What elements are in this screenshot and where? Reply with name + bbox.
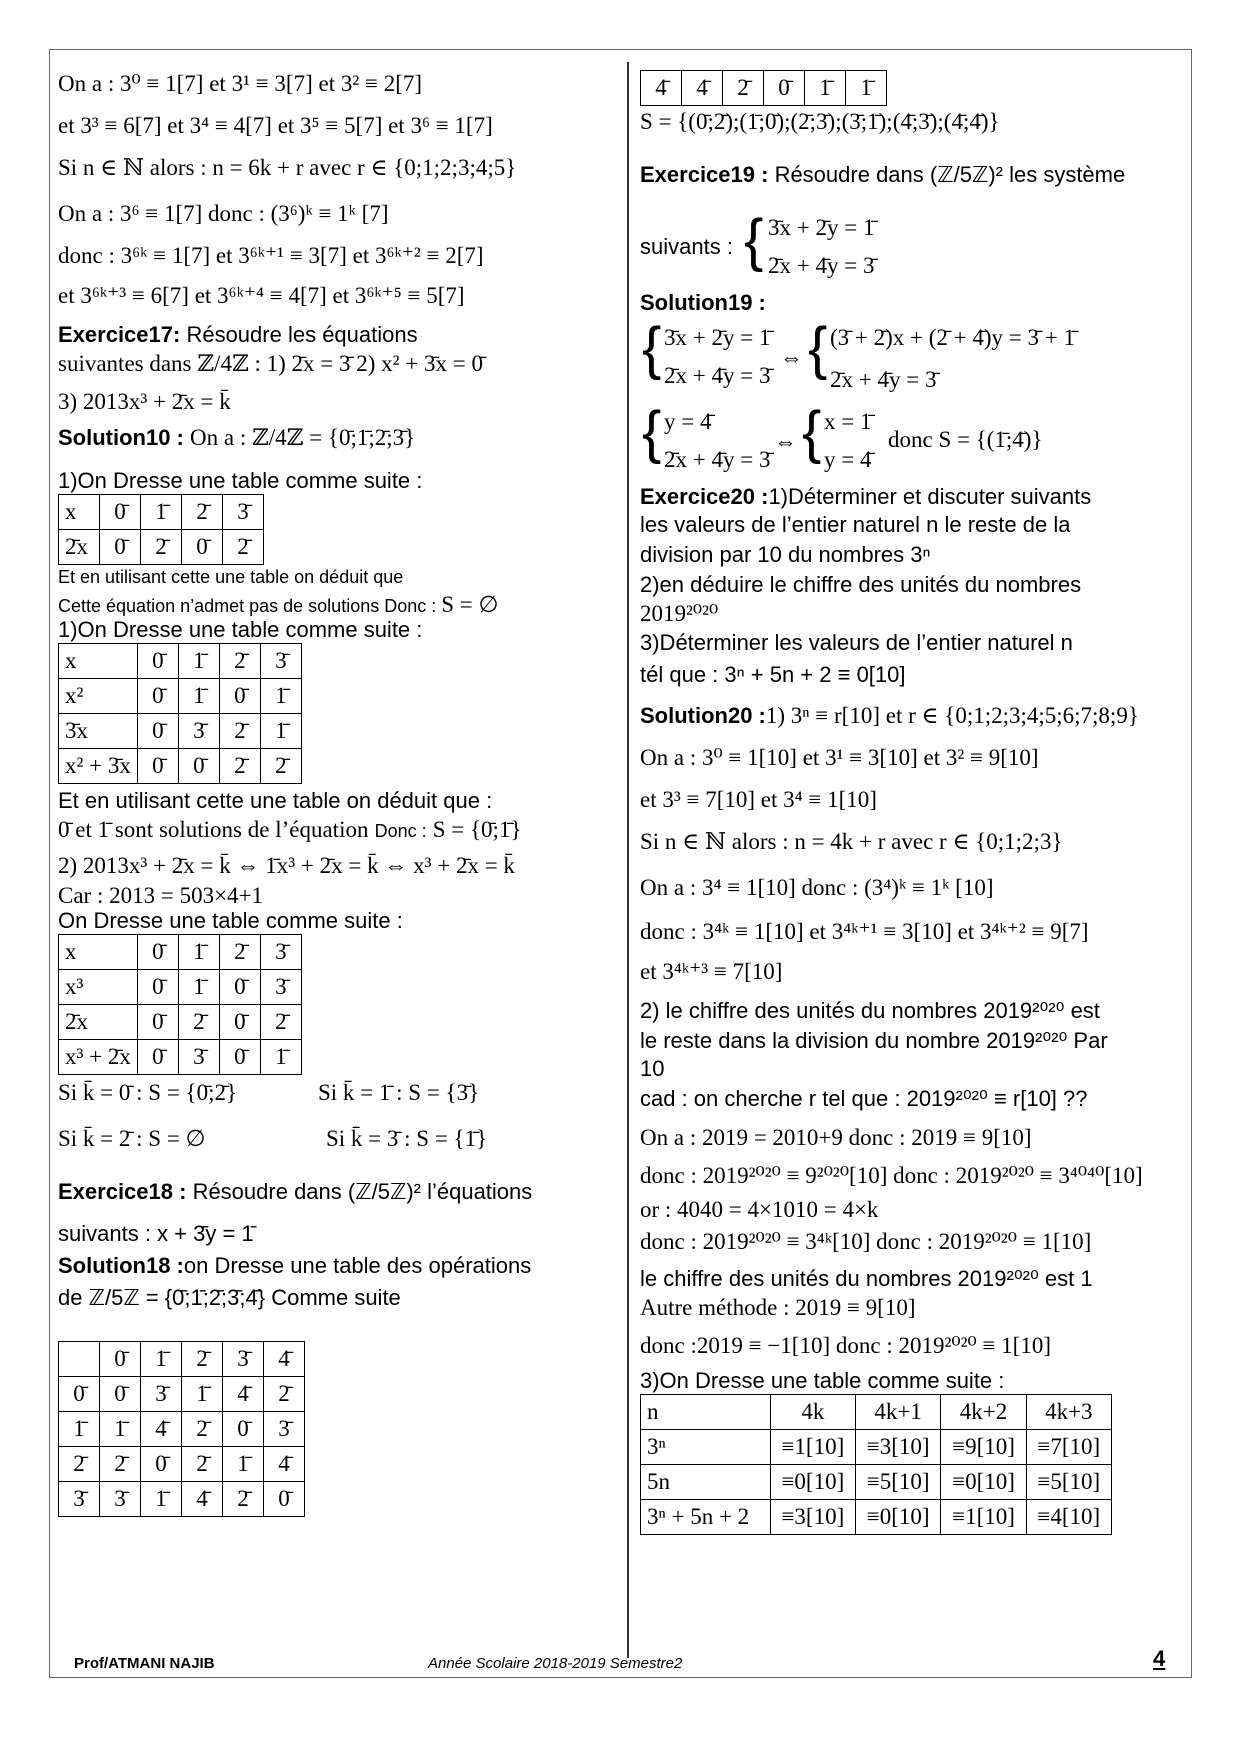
table-cell: 4k+3 <box>1026 1395 1111 1430</box>
table-cell: 5n <box>641 1465 771 1500</box>
solution19-title: Solution19 : <box>640 290 766 315</box>
table-cell: 4̄ <box>182 1482 223 1517</box>
table-cell: 0̄ <box>219 679 260 714</box>
table-cell: 1̄ <box>141 1482 182 1517</box>
table-cell: 1̄ <box>846 71 887 106</box>
line-power6k-1: donc : 3⁶ᵏ ≡ 1[7] et 3⁶ᵏ⁺¹ ≡ 3[7] et 3⁶ᵏ⁺² ≡ 2[7] <box>58 243 484 268</box>
s20-line-16: Autre méthode : 2019 ≡ 9[10] <box>640 1295 916 1320</box>
table-cell: 3̄ <box>178 714 219 749</box>
table-row <box>59 749 302 784</box>
table-cell: 1̄ <box>141 495 182 530</box>
case-k2: Si k̄ = 2̄ : S = ∅ <box>58 1126 206 1151</box>
table-cell: 3̄ <box>223 495 264 530</box>
table-row <box>59 1377 305 1412</box>
exercise20-text-d: 2)en déduire le chiffre des unités du nombres <box>640 572 1082 597</box>
table-cell: 2̄ <box>223 1482 264 1517</box>
s20-line-11: On a : 2019 = 2010+9 donc : 2019 ≡ 9[10] <box>640 1125 1032 1150</box>
table-row <box>59 1005 302 1040</box>
solution19-line1b: (3̄ + 2̄)x + (2̄ + 4̄)y = 3̄ + 1̄ <box>830 325 1075 350</box>
s20-line-6: et 3⁴ᵏ⁺³ ≡ 7[10] <box>640 959 783 984</box>
table-cell: ≡7[10] <box>1026 1430 1111 1465</box>
table1-note-a: Et en utilisant cette une table on déduit que <box>58 567 404 587</box>
exercise19-eq1: 3̄x + 2̄y = 1̄ <box>768 215 875 240</box>
table-cell: 3ⁿ + 5n + 2 <box>641 1500 771 1535</box>
table-row <box>59 970 302 1005</box>
table-cell: 0̄ <box>100 495 141 530</box>
table2-note-b: 0̄ et 1̄ sont solutions de l’équation <box>58 817 369 842</box>
table-x2-3x <box>58 643 302 784</box>
table-row <box>641 1395 1112 1430</box>
solution19-line1: 3̄x + 2̄y = 1̄ <box>664 325 771 350</box>
solution19-line2b: 2̄x + 4̄y = 3̄ <box>830 367 937 392</box>
table2-donc: Donc : <box>374 821 427 841</box>
solution18-set: S = {(0̄;2̄);(1̄;0̄);(2̄;3̄);(3̄;1̄);(4̄;3̄);(4̄;4̄)} <box>640 109 1000 134</box>
table-cell: 0̄ <box>141 1447 182 1482</box>
s20-line-13: or : 4040 = 4×1010 = 4×k <box>640 1197 879 1222</box>
exercise17-text-a: Résoudre les équations <box>186 322 418 347</box>
table-cell: 2̄ <box>260 749 301 784</box>
solution10-text: On a : ℤ/4ℤ = {0̄;1̄;2̄;3̄} <box>190 425 416 450</box>
table-cell: ≡0[10] <box>770 1465 855 1500</box>
solution19-line3b: x = 1̄ <box>824 409 872 434</box>
table-cell: x <box>59 644 138 679</box>
table-cell: n <box>641 1395 771 1430</box>
exercise17-title: Exercice17: <box>58 322 181 347</box>
table-cell: 2̄ <box>182 495 223 530</box>
case-k3: Si k̄ = 3̄ : S = {1̄} <box>326 1126 488 1151</box>
line-power6k-2: et 3⁶ᵏ⁺³ ≡ 6[7] et 3⁶ᵏ⁺⁴ ≡ 4[7] et 3⁶ᵏ⁺⁵ ≡ 5[7] <box>58 283 465 308</box>
line-euclid: Si n ∈ ℕ alors : n = 6k + r avec r ∈ {0;1;2;3;4;5} <box>58 155 517 180</box>
table-cell: x² <box>59 679 138 714</box>
table-cell: 2̄ <box>141 530 182 565</box>
footer-author: Prof/ATMANI NAJIB <box>74 1655 215 1672</box>
table-cell: ≡4[10] <box>1026 1500 1111 1535</box>
exercise19-text-b: suivants : <box>640 234 733 259</box>
table-row <box>59 644 302 679</box>
table-cell: 4k+1 <box>856 1395 941 1430</box>
table1-result: S = ∅ <box>441 592 499 617</box>
s20-line-18: 3)On Dresse une table comme suite : <box>640 1368 1005 1393</box>
line-car: Car : 2013 = 503×4+1 <box>58 883 264 908</box>
s20-line-5: donc : 3⁴ᵏ ≡ 1[10] et 3⁴ᵏ⁺¹ ≡ 3[10] et 3⁴ᵏ⁺² ≡ 9[7] <box>640 919 1089 944</box>
solution18-text-b: de ℤ/5ℤ = {0̄;1̄;2̄;3̄;4̄} Comme suite <box>58 1285 401 1310</box>
solution19-conclusion: donc S = {(1̄;4̄)} <box>888 427 1043 452</box>
exercise20-text-g: tél que : 3ⁿ + 5n + 2 ≡ 0[10] <box>640 662 906 687</box>
table-cell: 0̄ <box>219 1005 260 1040</box>
table-cell: 4̄ <box>264 1342 305 1377</box>
exercise17-text-b: suivantes dans ℤ/4ℤ : 1) 2̄x = 3̄ 2) x² + 3̄x = 0̄ <box>58 351 483 376</box>
line-powers-2: et 3³ ≡ 6[7] et 3⁴ ≡ 4[7] et 3⁵ ≡ 5[7] et 3⁶ ≡ 1[7] <box>58 113 493 138</box>
table-cell: 0̄ <box>137 970 178 1005</box>
s20-line-14: donc : 2019²⁰²⁰ ≡ 3⁴ᵏ[10] donc : 2019²⁰²⁰ ≡ 1[10] <box>640 1229 1092 1254</box>
table-cell: 2̄ <box>219 935 260 970</box>
solution20-title: Solution20 : <box>640 703 766 728</box>
s20-line-1: On a : 3⁰ ≡ 1[10] et 3¹ ≡ 3[10] et 3² ≡ 9[10] <box>640 745 1039 770</box>
table-cell: ≡1[10] <box>941 1500 1026 1535</box>
table-cell: ≡3[10] <box>856 1430 941 1465</box>
solution18-text-a: on Dresse une table des opérations <box>183 1253 532 1278</box>
table-cell: 2̄ <box>219 714 260 749</box>
table-row <box>641 71 887 106</box>
table-row <box>59 714 302 749</box>
table-cell: 2̄ <box>178 1005 219 1040</box>
table-cell: 2̄ <box>219 749 260 784</box>
table-row <box>641 1465 1112 1500</box>
exercise18-text-a: Résoudre dans (ℤ/5ℤ)² l’équations <box>192 1179 533 1204</box>
s20-line-4: On a : 3⁴ ≡ 1[10] donc : (3⁴)ᵏ ≡ 1ᵏ [10] <box>640 875 994 900</box>
table-cell: 3ⁿ <box>641 1430 771 1465</box>
table-cell: 0̄ <box>764 71 805 106</box>
table-cell: 1̄ <box>141 1342 182 1377</box>
table-cell: 1̄ <box>100 1412 141 1447</box>
solution19-line4: 2̄x + 4̄y = 3̄ <box>664 447 771 472</box>
system-brace-icon: { <box>744 208 764 273</box>
table-cell: 1̄ <box>260 1040 301 1075</box>
table-cell: 0̄ <box>264 1482 305 1517</box>
system-brace-icon: { <box>802 400 822 465</box>
s20-line-12: donc : 2019²⁰²⁰ ≡ 9²⁰²⁰[10] donc : 2019²⁰²⁰ ≡ 3⁴⁰⁴⁰[10] <box>640 1163 1143 1188</box>
table-top-continued <box>640 70 887 106</box>
exercise20-text-c: division par 10 du nombres 3ⁿ <box>640 542 931 567</box>
table-cell: ≡0[10] <box>856 1500 941 1535</box>
table-cell: 0̄ <box>182 530 223 565</box>
table-row <box>641 1500 1112 1535</box>
table-cell: 3̄x <box>59 714 138 749</box>
table-cell: 2̄ <box>223 530 264 565</box>
table-cell: 1̄ <box>178 679 219 714</box>
page-number: 4 <box>1153 1646 1166 1671</box>
s20-line-17: donc :2019 ≡ −1[10] donc : 2019²⁰²⁰ ≡ 1[10] <box>640 1333 1051 1358</box>
s20-line-9: 10 <box>640 1056 665 1081</box>
exercise19-title: Exercice19 : <box>640 162 769 187</box>
solution19-line4b: y = 4̄ <box>824 447 872 472</box>
equivalence-icon: ⇔ <box>774 429 797 454</box>
dresse-3: On Dresse une table comme suite : <box>58 908 403 933</box>
equivalence-icon: ⇔ <box>780 345 803 370</box>
exercise19-eq2: 2̄x + 4̄y = 3̄ <box>768 253 875 278</box>
table-cell: 2̄ <box>264 1377 305 1412</box>
table-cell: 2̄ <box>723 71 764 106</box>
table-cell: 3̄ <box>260 644 301 679</box>
s20-line-10: cad : on cherche r tel que : 2019²⁰²⁰ ≡ r[10] ?? <box>640 1086 1088 1111</box>
table-row <box>59 1482 305 1517</box>
dresse-1: 1)On Dresse une table comme suite : <box>58 468 423 493</box>
table-cell: ≡3[10] <box>770 1500 855 1535</box>
table1-note-b: Cette équation n’admet pas de solutions Donc : <box>58 596 437 616</box>
table-cell: 0̄ <box>178 749 219 784</box>
table-cell: 4̄ <box>264 1447 305 1482</box>
table-cell: 0̄ <box>219 970 260 1005</box>
table-cell: 0̄ <box>137 935 178 970</box>
table-cell: 0̄ <box>100 530 141 565</box>
right-column <box>640 70 1185 1535</box>
table-cell: 0̄ <box>137 1005 178 1040</box>
table-row <box>59 495 264 530</box>
table2-note-a: Et en utilisant cette une table on déduit que : <box>58 788 493 813</box>
footer-year: Année Scolaire 2018-2019 Semestre2 <box>428 1655 683 1672</box>
table-cell: 1̄ <box>178 935 219 970</box>
solution19-line3: y = 4̄ <box>664 409 712 434</box>
exercise20-title: Exercice20 : <box>640 484 769 509</box>
solution18-title: Solution18 : <box>58 1253 184 1278</box>
exercise20-text-e: 2019²⁰²⁰ <box>640 601 719 626</box>
table-cell: 2̄x <box>59 1005 138 1040</box>
table-cell: 0̄ <box>219 1040 260 1075</box>
table-x3-2x <box>58 934 302 1075</box>
s20-line-8: le reste dans la division du nombre 2019²⁰²⁰ Par <box>640 1028 1108 1053</box>
exercise17-text-c: 3) 2013x³ + 2̄x = k̄ <box>58 389 231 414</box>
table-cell: 1̄ <box>260 679 301 714</box>
table-cell: 3̄ <box>178 1040 219 1075</box>
table-cell: 1̄ <box>182 1377 223 1412</box>
solution10-title: Solution10 : <box>58 425 184 450</box>
table-cell: ≡0[10] <box>941 1465 1026 1500</box>
table-cell: 0̄ <box>137 679 178 714</box>
table-cell: 4k+2 <box>941 1395 1026 1430</box>
exercise18-title: Exercice18 : <box>58 1179 187 1204</box>
table-cell <box>59 1342 100 1377</box>
case-k0: Si k̄ = 0̄ : S = {0̄;2̄} <box>58 1080 238 1105</box>
table-cell: x³ <box>59 970 138 1005</box>
table-row <box>641 1430 1112 1465</box>
table-cell: 0̄ <box>137 1040 178 1075</box>
s20-line-2: et 3³ ≡ 7[10] et 3⁴ ≡ 1[10] <box>640 787 877 812</box>
table-cell: 0̄ <box>137 644 178 679</box>
system-brace-icon: { <box>642 316 662 381</box>
table-row <box>59 1040 302 1075</box>
table-cell: 3̄ <box>260 970 301 1005</box>
s20-line-3: Si n ∈ ℕ alors : n = 4k + r avec r ∈ {0;1;2;3} <box>640 829 1063 854</box>
s20-line-15: le chiffre des unités du nombres 2019²⁰²⁰ est 1 <box>640 1266 1093 1291</box>
left-column <box>58 70 618 1517</box>
table-operations-z5z <box>58 1341 305 1517</box>
table-cell: 1̄ <box>178 644 219 679</box>
table-cell: 0̄ <box>137 714 178 749</box>
table-cell: 0̄ <box>100 1342 141 1377</box>
case-k1: Si k̄ = 1̄ : S = {3̄} <box>318 1080 480 1105</box>
table-cell: 3̄ <box>100 1482 141 1517</box>
solution20-text-a: 1) 3ⁿ ≡ r[10] et r ∈ {0;1;2;3;4;5;6;7;8;9} <box>765 703 1139 728</box>
exercise20-text-f: 3)Déterminer les valeurs de l’entier naturel n <box>640 630 1073 655</box>
system-brace-icon: { <box>808 316 828 381</box>
table-cell: 1̄ <box>59 1412 100 1447</box>
table-cell: ≡9[10] <box>941 1430 1026 1465</box>
table-cell: 0̄ <box>100 1377 141 1412</box>
column-divider <box>627 62 629 1658</box>
table-cell: 1̄ <box>223 1447 264 1482</box>
table-row <box>59 1447 305 1482</box>
table-cell: 2̄ <box>59 1447 100 1482</box>
table-cell: 3̄ <box>264 1412 305 1447</box>
exercise18-text-b: suivants : x + 3̄y = 1̄ <box>58 1221 254 1246</box>
table-cell: 0̄ <box>137 749 178 784</box>
table-row <box>59 530 264 565</box>
table2-result: S = {0̄;1̄} <box>432 817 522 842</box>
table-cell: 2̄ <box>219 644 260 679</box>
table-cell: 1̄ <box>805 71 846 106</box>
exercise20-text-a: 1)Déterminer et discuter suivants <box>768 484 1092 509</box>
table-cell: 2̄ <box>182 1412 223 1447</box>
table-2x <box>58 494 264 565</box>
table-cell: 1̄ <box>260 714 301 749</box>
line-powers-1: On a : 3⁰ ≡ 1[7] et 3¹ ≡ 3[7] et 3² ≡ 2[7] <box>58 71 423 96</box>
table-row <box>59 679 302 714</box>
s20-line-7: 2) le chiffre des unités du nombres 2019²⁰²⁰ est <box>640 998 1100 1023</box>
table-cell: 3̄ <box>59 1482 100 1517</box>
line-power6: On a : 3⁶ ≡ 1[7] donc : (3⁶)ᵏ ≡ 1ᵏ [7] <box>58 201 389 226</box>
table-cell: 2̄ <box>100 1447 141 1482</box>
table-cell: 3̄ <box>141 1377 182 1412</box>
table-cell: ≡1[10] <box>770 1430 855 1465</box>
table-cell: ≡5[10] <box>856 1465 941 1500</box>
exercise19-text-a: Résoudre dans (ℤ/5ℤ)² les système <box>774 162 1126 187</box>
table-row <box>59 1342 305 1377</box>
table-cell: 2̄ <box>182 1447 223 1482</box>
table-cell: 3̄ <box>260 935 301 970</box>
table-cell: 4̄ <box>682 71 723 106</box>
table-cell: 4̄ <box>641 71 682 106</box>
table-cell: 0̄ <box>59 1377 100 1412</box>
table-cell: x³ + 2̄x <box>59 1040 138 1075</box>
table-cell: 4k <box>770 1395 855 1430</box>
table-cell: 4̄ <box>141 1412 182 1447</box>
line-2013-equivalence: 2) 2013x³ + 2̄x = k̄ ⇔ 1̄x³ + 2̄x = k̄ ⇔ x³ + 2̄x = k̄ <box>58 853 515 878</box>
table-cell: x² + 3̄x <box>59 749 138 784</box>
table-cell: 2̄ <box>260 1005 301 1040</box>
table-cell: 1̄ <box>178 970 219 1005</box>
table-cell: 4̄ <box>223 1377 264 1412</box>
table-cell: 3̄ <box>223 1342 264 1377</box>
table-cell: 2̄x <box>59 530 100 565</box>
table-mod10 <box>640 1394 1112 1535</box>
table-cell: x <box>59 495 100 530</box>
table-cell: x <box>59 935 138 970</box>
exercise20-text-b: les valeurs de l’entier naturel n le reste de la <box>640 512 1071 537</box>
table-cell: ≡5[10] <box>1026 1465 1111 1500</box>
table-row <box>59 1412 305 1447</box>
system-brace-icon: { <box>642 400 662 465</box>
table-cell: 0̄ <box>223 1412 264 1447</box>
table-row <box>59 935 302 970</box>
table-cell: 2̄ <box>182 1342 223 1377</box>
dresse-2: 1)On Dresse une table comme suite : <box>58 617 423 642</box>
solution19-line2: 2̄x + 4̄y = 3̄ <box>664 363 771 388</box>
